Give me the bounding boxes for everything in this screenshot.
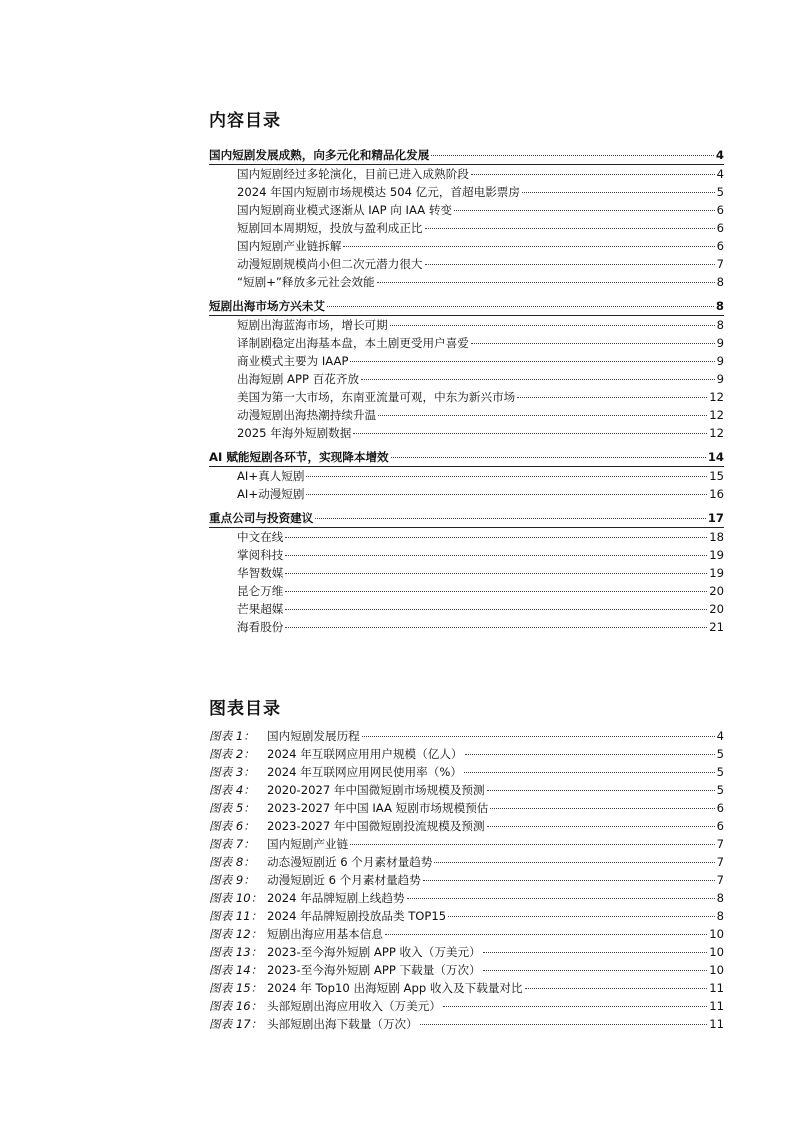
figure-entry-label: 短剧出海应用基本信息 bbox=[267, 927, 383, 941]
dot-leader bbox=[407, 898, 715, 899]
dot-leader bbox=[315, 518, 706, 519]
toc-subsection-entry-label: 美国为第一大市场，东南亚流量可观，中东为新兴市场 bbox=[237, 390, 516, 404]
dot-leader bbox=[391, 457, 706, 458]
toc-subsection-entry[interactable] bbox=[209, 388, 724, 406]
page-number: 8 bbox=[716, 318, 724, 332]
dot-leader bbox=[425, 264, 715, 265]
toc-section-entry[interactable] bbox=[209, 146, 724, 164]
dot-leader bbox=[350, 844, 714, 845]
figure-entry-label: 国内短剧产业链 bbox=[267, 837, 349, 851]
toc-subsection-entry[interactable] bbox=[209, 546, 724, 564]
figure-entry-label: 2020-2027 年中国微短剧市场规模及预测 bbox=[267, 783, 485, 797]
figure-entry-label: 动态漫短剧近 6 个月素材量趋势 bbox=[267, 855, 433, 869]
dot-leader bbox=[385, 934, 707, 935]
toc-subsection-entry-label: 昆仑万维 bbox=[237, 584, 284, 598]
toc-subsection-entry-label: 中文在线 bbox=[237, 530, 284, 544]
figure-entry[interactable] bbox=[209, 763, 724, 781]
page-number: 5 bbox=[716, 765, 724, 779]
toc-subsection-entry-label: 掌阅科技 bbox=[237, 548, 284, 562]
figure-entry[interactable] bbox=[209, 817, 724, 835]
dot-leader bbox=[378, 415, 707, 416]
toc-subsection-entry[interactable] bbox=[209, 165, 724, 183]
dot-leader bbox=[522, 192, 715, 193]
figure-number: 图表 11： bbox=[209, 909, 263, 923]
page-number: 5 bbox=[716, 185, 724, 199]
dot-leader bbox=[362, 736, 715, 737]
dot-leader bbox=[377, 282, 715, 283]
dot-leader bbox=[483, 970, 708, 971]
toc-subsection-entry[interactable] bbox=[209, 201, 724, 219]
figure-number: 图表 2： bbox=[209, 747, 255, 761]
figure-entry-label: 2024 年品牌短剧投放品类 TOP15 bbox=[267, 909, 447, 923]
page-number: 20 bbox=[709, 602, 724, 616]
figure-number: 图表 8： bbox=[209, 855, 255, 869]
figure-entry[interactable] bbox=[209, 997, 724, 1015]
figure-entry[interactable] bbox=[209, 745, 724, 763]
toc-subsection-entry[interactable] bbox=[209, 424, 724, 442]
toc-section-entry[interactable] bbox=[209, 509, 724, 527]
figures-title: 图表目录 bbox=[209, 699, 281, 719]
toc-subsection-entry[interactable] bbox=[209, 237, 724, 255]
figure-entry[interactable] bbox=[209, 727, 724, 745]
toc-section-entry[interactable] bbox=[209, 297, 724, 315]
figure-number: 图表 15： bbox=[209, 981, 263, 995]
page-number: 5 bbox=[716, 747, 724, 761]
page-number: 4 bbox=[715, 148, 724, 162]
dot-leader bbox=[431, 155, 714, 156]
toc-subsection-entry[interactable] bbox=[209, 334, 724, 352]
page-number: 19 bbox=[709, 548, 724, 562]
dot-leader bbox=[483, 952, 708, 953]
figure-number: 图表 12： bbox=[209, 927, 263, 941]
page-number: 18 bbox=[709, 530, 724, 544]
toc-title: 内容目录 bbox=[209, 111, 281, 131]
page-number: 11 bbox=[709, 1017, 724, 1031]
page-number: 5 bbox=[716, 783, 724, 797]
figure-number: 图表 1： bbox=[209, 729, 255, 743]
figure-number: 图表 3： bbox=[209, 765, 255, 779]
toc-subsection-entry[interactable] bbox=[209, 582, 724, 600]
dot-leader bbox=[434, 862, 714, 863]
page-number: 9 bbox=[716, 354, 724, 368]
toc-subsection-entry[interactable] bbox=[209, 485, 724, 503]
figure-entry[interactable] bbox=[209, 853, 724, 871]
figure-number: 图表 17： bbox=[209, 1017, 263, 1031]
dot-leader bbox=[285, 537, 707, 538]
toc-section-entry-label: 短剧出海市场方兴未艾 bbox=[209, 299, 325, 313]
toc-subsection-entry-label: 出海短剧 APP 百花齐放 bbox=[237, 372, 360, 386]
figure-number: 图表 4： bbox=[209, 783, 255, 797]
toc-subsection-entry-label: 商业模式主要为 IAAP bbox=[237, 354, 349, 368]
page-number: 10 bbox=[709, 927, 724, 941]
figure-entry[interactable] bbox=[209, 871, 724, 889]
figure-entry-label: 2024 年品牌短剧上线趋势 bbox=[267, 891, 405, 905]
figure-entry-label: 动漫短剧近 6 个月素材量趋势 bbox=[267, 873, 421, 887]
page-number: 8 bbox=[716, 909, 724, 923]
toc-subsection-entry[interactable] bbox=[209, 618, 724, 636]
page-number: 8 bbox=[715, 299, 724, 313]
toc-section-entry-label: 重点公司与投资建议 bbox=[209, 511, 314, 525]
page-number: 6 bbox=[716, 239, 724, 253]
dot-leader bbox=[361, 379, 715, 380]
toc-subsection-entry[interactable] bbox=[209, 352, 724, 370]
toc-subsection-entry[interactable] bbox=[209, 255, 724, 273]
toc-subsection-entry[interactable] bbox=[209, 600, 724, 618]
dot-leader bbox=[285, 609, 707, 610]
list-of-figures bbox=[209, 727, 724, 1033]
page-number: 12 bbox=[709, 426, 724, 440]
page-number: 6 bbox=[716, 221, 724, 235]
figure-entry-label: 2024 年 Top10 出海短剧 App 收入及下载量对比 bbox=[267, 981, 523, 995]
toc-subsection-entry-label: 海看股份 bbox=[237, 620, 284, 634]
page-number: 8 bbox=[716, 275, 724, 289]
toc-subsection-entry-label: 2025 年海外短剧数据 bbox=[237, 426, 352, 440]
dot-leader bbox=[448, 916, 714, 917]
dot-leader bbox=[425, 228, 715, 229]
toc-subsection-entry[interactable] bbox=[209, 370, 724, 388]
toc-subsection-entry-label: 动漫短剧规模尚小但二次元潜力很大 bbox=[237, 257, 423, 271]
toc-subsection-entry-label: 国内短剧经过多轮演化，目前已进入成熟阶段 bbox=[237, 167, 469, 181]
page-number: 6 bbox=[716, 801, 724, 815]
page-number: 12 bbox=[709, 408, 724, 422]
figure-entry-label: 2024 年互联网应用网民使用率（%） bbox=[267, 765, 462, 779]
figure-entry-label: 头部短剧出海应用收入（万美元） bbox=[267, 999, 441, 1013]
toc-subsection-entry[interactable] bbox=[209, 564, 724, 582]
figure-number: 图表 7： bbox=[209, 837, 255, 851]
toc-subsection-entry-label: AI+真人短剧 bbox=[237, 469, 305, 483]
figure-entry-label: 2023-至今海外短剧 APP 下载量（万次） bbox=[267, 963, 481, 977]
toc-subsection-entry[interactable] bbox=[209, 406, 724, 424]
dot-leader bbox=[454, 210, 715, 211]
figure-entry[interactable] bbox=[209, 799, 724, 817]
dot-leader bbox=[471, 174, 715, 175]
toc-subsection-entry[interactable] bbox=[209, 219, 724, 237]
toc-subsection-entry[interactable] bbox=[209, 528, 724, 546]
toc-subsection-entry-label: 译制剧稳定出海基本盘，本土剧更受用户喜爱 bbox=[237, 336, 469, 350]
page-number: 12 bbox=[709, 390, 724, 404]
dot-leader bbox=[525, 988, 708, 989]
dot-leader bbox=[327, 306, 714, 307]
dot-leader bbox=[285, 591, 707, 592]
page-number: 20 bbox=[709, 584, 724, 598]
page-number: 11 bbox=[709, 981, 724, 995]
dot-leader bbox=[423, 880, 715, 881]
dot-leader bbox=[471, 343, 715, 344]
toc-subsection-entry-label: AI+动漫短剧 bbox=[237, 487, 305, 501]
figure-entry-label: 2023-至今海外短剧 APP 收入（万美元） bbox=[267, 945, 481, 959]
figure-entry-label: 2023-2027 年中国 IAA 短剧市场规模预估 bbox=[267, 801, 489, 815]
dot-leader bbox=[353, 433, 707, 434]
toc-subsection-entry[interactable] bbox=[209, 316, 724, 334]
dot-leader bbox=[285, 573, 707, 574]
dot-leader bbox=[343, 246, 714, 247]
dot-leader bbox=[487, 826, 715, 827]
dot-leader bbox=[517, 397, 707, 398]
page-number: 16 bbox=[709, 487, 724, 501]
figure-entry-label: 国内短剧发展历程 bbox=[267, 729, 360, 743]
figure-entry[interactable] bbox=[209, 907, 724, 925]
page-number: 10 bbox=[709, 945, 724, 959]
figure-entry[interactable] bbox=[209, 835, 724, 853]
figure-entry[interactable] bbox=[209, 925, 724, 943]
toc-subsection-entry-label: 动漫短剧出海热潮持续升温 bbox=[237, 408, 377, 422]
page-number: 6 bbox=[716, 203, 724, 217]
figure-number: 图表 14： bbox=[209, 963, 263, 977]
dot-leader bbox=[465, 754, 715, 755]
page-number: 15 bbox=[709, 469, 724, 483]
dot-leader bbox=[420, 1024, 708, 1025]
page-number: 10 bbox=[709, 963, 724, 977]
toc-subsection-entry-label: 芒果超媒 bbox=[237, 602, 284, 616]
figure-entry[interactable] bbox=[209, 889, 724, 907]
figure-number: 图表 9： bbox=[209, 873, 255, 887]
dot-leader bbox=[285, 627, 707, 628]
figure-entry-label: 2024 年互联网应用用户规模（亿人） bbox=[267, 747, 463, 761]
page-number: 8 bbox=[716, 891, 724, 905]
page-number: 17 bbox=[707, 511, 724, 525]
dot-leader bbox=[490, 808, 714, 809]
page-number: 21 bbox=[709, 620, 724, 634]
page-number: 4 bbox=[716, 167, 724, 181]
figure-entry[interactable] bbox=[209, 943, 724, 961]
toc-section-entry[interactable] bbox=[209, 448, 724, 466]
figure-number: 图表 16： bbox=[209, 999, 263, 1013]
dot-leader bbox=[306, 494, 707, 495]
page-number: 7 bbox=[716, 855, 724, 869]
toc-subsection-entry-label: 2024 年国内短剧市场规模达 504 亿元，首超电影票房 bbox=[237, 185, 520, 199]
toc-subsection-entry[interactable] bbox=[209, 183, 724, 201]
toc-subsection-entry-label: 短剧出海蓝海市场，增长可期 bbox=[237, 318, 388, 332]
dot-leader bbox=[464, 772, 715, 773]
figure-entry-label: 头部短剧出海下载量（万次） bbox=[267, 1017, 418, 1031]
toc-section-entry-label: 国内短剧发展成熟，向多元化和精品化发展 bbox=[209, 148, 430, 162]
page-number: 7 bbox=[716, 873, 724, 887]
dot-leader bbox=[487, 790, 715, 791]
toc-subsection-entry-label: 国内短剧商业模式逐渐从 IAP 向 IAA 转变 bbox=[237, 203, 453, 217]
page-number: 11 bbox=[709, 999, 724, 1013]
toc-subsection-entry-label: 国内短剧产业链拆解 bbox=[237, 239, 342, 253]
dot-leader bbox=[443, 1006, 707, 1007]
dot-leader bbox=[285, 555, 707, 556]
toc-section-entry-label: AI 赋能短剧各环节，实现降本增效 bbox=[209, 450, 389, 464]
page-number: 19 bbox=[709, 566, 724, 580]
dot-leader bbox=[350, 361, 714, 362]
figure-entry[interactable] bbox=[209, 961, 724, 979]
toc-subsection-entry-label: 短剧回本周期短，投放与盈利成正比 bbox=[237, 221, 423, 235]
dot-leader bbox=[390, 325, 715, 326]
figure-entry-label: 2023-2027 年中国微短剧投流规模及预测 bbox=[267, 819, 485, 833]
page-number: 7 bbox=[716, 837, 724, 851]
toc-subsection-entry-label: 华智数媒 bbox=[237, 566, 284, 580]
page-number: 6 bbox=[716, 819, 724, 833]
figure-number: 图表 5： bbox=[209, 801, 255, 815]
figure-entry[interactable] bbox=[209, 781, 724, 799]
figure-number: 图表 10： bbox=[209, 891, 263, 905]
page-number: 4 bbox=[716, 729, 724, 743]
page-number: 9 bbox=[716, 336, 724, 350]
page-number: 7 bbox=[716, 257, 724, 271]
figure-entry[interactable] bbox=[209, 979, 724, 997]
toc-subsection-entry-label: “短剧+”释放多元社会效能 bbox=[237, 275, 375, 289]
page-number: 9 bbox=[716, 372, 724, 386]
figure-entry[interactable] bbox=[209, 1015, 724, 1033]
toc-subsection-entry[interactable] bbox=[209, 467, 724, 485]
figure-number: 图表 13： bbox=[209, 945, 263, 959]
table-of-contents bbox=[209, 146, 724, 636]
toc-subsection-entry[interactable] bbox=[209, 273, 724, 291]
page-number: 14 bbox=[707, 450, 724, 464]
figure-number: 图表 6： bbox=[209, 819, 255, 833]
dot-leader bbox=[306, 476, 707, 477]
